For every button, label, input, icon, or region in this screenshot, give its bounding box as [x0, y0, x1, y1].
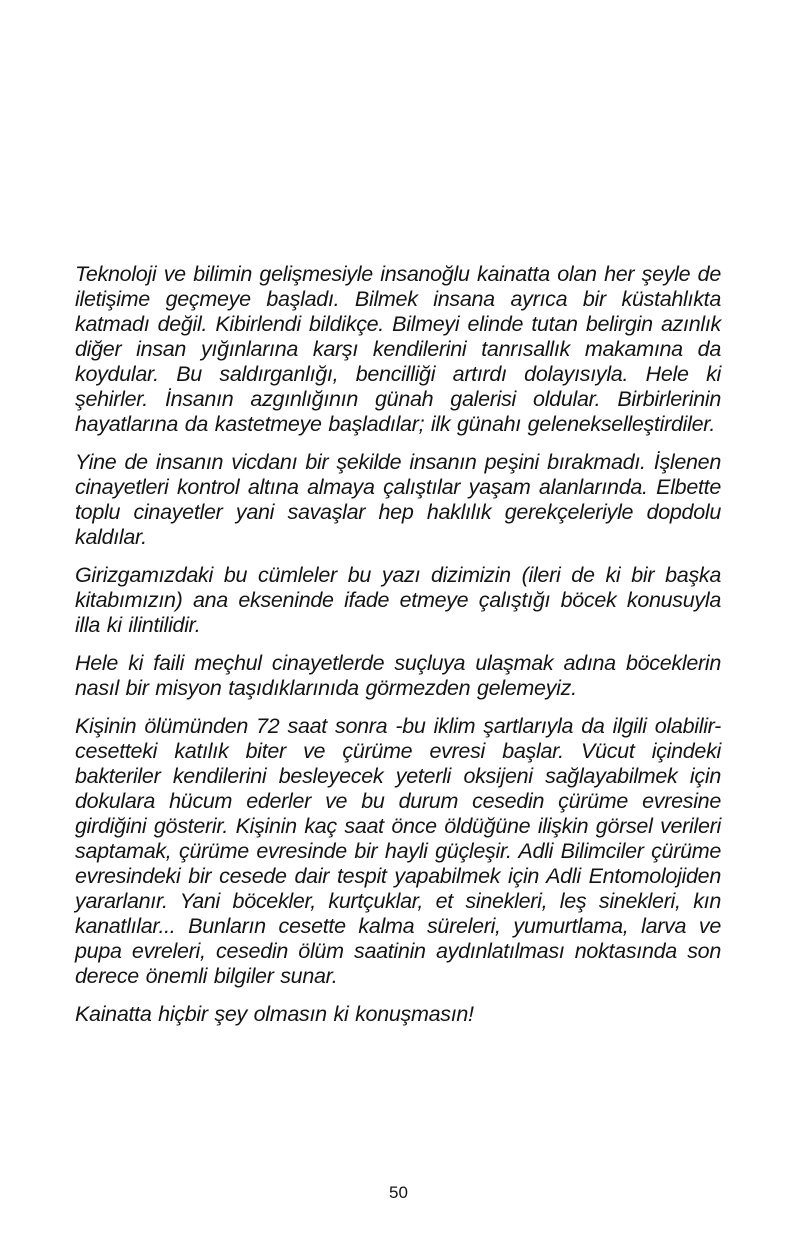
page-content — [75, 262, 721, 1040]
paragraph: Kişinin ölümünden 72 saat sonra -bu iklim şartlarıyla da ilgili olabilir- cesetteki katılık biter ve çürüme evresi başlar. Vücut içindeki bakteriler kendilerini besleyecek yeterli oksijeni sağlayabilmek için dokulara hücum ederler ve bu durum cesedin çürüme evresine girdiğini gösterir. Kişinin kaç saat önce öldüğüne ilişkin görsel verileri saptamak, çürüme evresinde bir hayli güçleşir. Adli Bilimciler çürüme evresindeki bir cesede dair tespit yapabilmek için Adli Entomolojiden yararlanır. Yani böcekler, kurtçuklar, et sinekleri, leş sinekleri, kın kanatlılar... Bunların cesette kalma süreleri, yumurtlama, larva ve pupa evreleri, cesedin ölüm saatinin aydınlatılması noktasında son derece önemli bilgiler sunar. — [75, 714, 721, 988]
paragraph: Yine de insanın vicdanı bir şekilde insanın peşini bırakmadı. İşlenen cinayetleri kontrol altına almaya çalıştılar yaşam alanlarında. Elbette toplu cinayetler yani savaşlar hep haklılık gerekçeleriyle dopdolu kaldılar. — [75, 450, 721, 549]
paragraph: Kainatta hiçbir şey olmasın ki konuşmasın! — [75, 1002, 474, 1026]
page-number: 50 — [389, 1183, 408, 1202]
paragraph: Hele ki faili meçhul cinayetlerde suçluya ulaşmak adına böceklerin nasıl bir misyon taşıdıklarınıda görmezden gelemeyiz. — [75, 651, 721, 700]
paragraph: Girizgamızdaki bu cümleler bu yazı dizimizin (ileri de ki bir başka kitabımızın) ana ekseninde ifade etmeye çalıştığı böcek konusuyla illa ki ilintilidir. — [75, 563, 721, 637]
paragraph: Teknoloji ve bilimin gelişmesiyle insanoğlu kainatta olan her şeyle de iletişime geçmeye başladı. Bilmek insana ayrıca bir küstahlıkta katmadı değil. Kibirlendi bildikçe. Bilmeyi elinde tutan belirgin azınlık diğer insan yığınlarına karşı kendilerini tanrısallık makamına da koydular. Bu saldırganlığı, bencilliği artırdı dolayısıyla. Hele ki şehirler. İnsanın azgınlığının günah galerisi oldular. Birbirlerinin hayatlarına da kastetmeye başladılar; ilk günahı gelenekselleştirdiler. — [75, 262, 721, 436]
